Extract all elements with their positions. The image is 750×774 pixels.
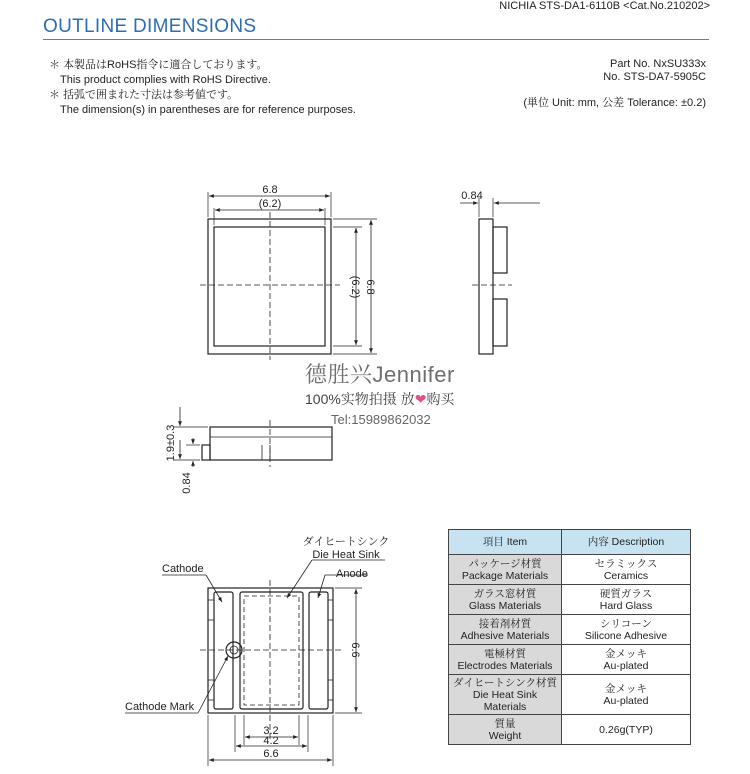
item-jp: パッケージ材質 [468, 557, 542, 570]
table-row [449, 555, 691, 585]
item-cell [449, 555, 562, 585]
document-reference: NICHIA STS-DA1-6110B <Cat.No.210202> [499, 0, 710, 12]
item-en: Glass Materials [468, 599, 542, 612]
item-en: Adhesive Materials [460, 629, 550, 642]
item-en: Electrodes Materials [457, 659, 553, 672]
dim-top-width: 6.8 [262, 184, 278, 196]
dim-42: 4.2 [263, 735, 279, 747]
desc-cell [562, 555, 691, 585]
table-row [449, 645, 691, 675]
unit-tolerance: (単位 Unit: mm, 公差 Tolerance: ±0.2) [523, 97, 706, 109]
desc-cell [562, 585, 691, 615]
item-jp: 電極材質 [484, 647, 526, 660]
desc-en: Ceramics [603, 569, 649, 582]
part-number: Part No. NxSU333x [610, 58, 706, 70]
desc-jp: セラミックス [594, 557, 658, 570]
table-row [449, 715, 691, 745]
desc-jp: 硬質ガラス [599, 587, 653, 600]
dim-top-height: 6.8 [364, 279, 376, 295]
table-header-row [449, 530, 691, 555]
heart-icon: ❤ [414, 391, 427, 407]
item-jp: ガラス窓材質 [473, 587, 537, 600]
note-text: 括弧で囲まれた寸法は参考値です。 [63, 89, 239, 101]
note-bullet: ＊ [49, 59, 60, 71]
item-cell [449, 675, 562, 715]
item-en: Die Heat Sink [472, 688, 538, 701]
item-jp: ダイヒートシンク材質 [453, 676, 557, 689]
desc-jp: 金メッキ [605, 682, 647, 695]
label-die-heat-sink-jp: ダイヒートシンク [302, 536, 390, 548]
side-view [460, 198, 540, 354]
item-en: Package Materials [461, 569, 549, 582]
item-jp: 質量 [494, 717, 516, 730]
label-cathode: Cathode [162, 563, 204, 575]
header-description: 内容 Description [562, 530, 691, 555]
desc-en: Silicone Adhesive [584, 629, 668, 642]
note-text: 本製品はRoHS指令に適合しております。 [63, 59, 268, 71]
table-row [449, 585, 691, 615]
note-text: The dimension(s) in parentheses are for reference purposes. [60, 104, 356, 116]
dim-front-thickness: 0.84 [181, 472, 193, 494]
dim-side-thickness: 0.84 [461, 190, 483, 202]
label-anode: Anode [336, 568, 368, 580]
bottom-view [125, 560, 385, 766]
page-title: OUTLINE DIMENSIONS [43, 16, 257, 37]
note-text: This product complies with RoHS Directive. [60, 74, 271, 86]
item-en: Weight [488, 729, 522, 742]
desc-jp: シリコーン [599, 617, 653, 630]
front-view [174, 407, 332, 467]
dim-front-height: 1.9±0.3 [165, 424, 177, 462]
table-row [449, 615, 691, 645]
spec-number: No. STS-DA7-5905C [603, 71, 706, 83]
dim-top-width-ref: (6.2) [258, 198, 282, 210]
watermark-slogan-left: 100%实物拍摄 放 [305, 391, 415, 407]
label-cathode-mark: Cathode Mark [125, 701, 195, 713]
dim-bottom-height: 6.6 [349, 642, 361, 658]
item-en-2: Materials [483, 700, 527, 713]
desc-en: Au-plated [603, 659, 649, 672]
desc-cell [562, 715, 691, 745]
watermark-slogan [305, 389, 454, 409]
dim-32: 3.2 [263, 725, 279, 737]
desc-cell [562, 675, 691, 715]
table-row [449, 675, 691, 715]
watermark-tel: Tel:15989862032 [331, 412, 431, 427]
item-jp: 接着剤材質 [478, 617, 532, 630]
label-die-heat-sink-en: Die Heat Sink [312, 549, 380, 561]
desc-en: Hard Glass [599, 599, 653, 612]
desc-en: 0.26g(TYP) [599, 723, 653, 736]
dim-top-height-ref: (6.2) [349, 275, 361, 299]
header-item: 項目 Item [449, 530, 562, 555]
desc-cell [562, 645, 691, 675]
note-bullet: ＊ [49, 89, 60, 101]
watermark-brand: 德胜兴Jennifer [305, 362, 455, 387]
desc-cell [562, 615, 691, 645]
materials-table [448, 529, 691, 745]
item-cell [449, 715, 562, 745]
item-cell [449, 645, 562, 675]
desc-en: Au-plated [603, 694, 649, 707]
item-cell [449, 615, 562, 645]
item-cell [449, 585, 562, 615]
dim-66: 6.6 [263, 748, 279, 760]
desc-jp: 金メッキ [605, 647, 647, 660]
watermark-slogan-right: 购买 [426, 391, 455, 407]
